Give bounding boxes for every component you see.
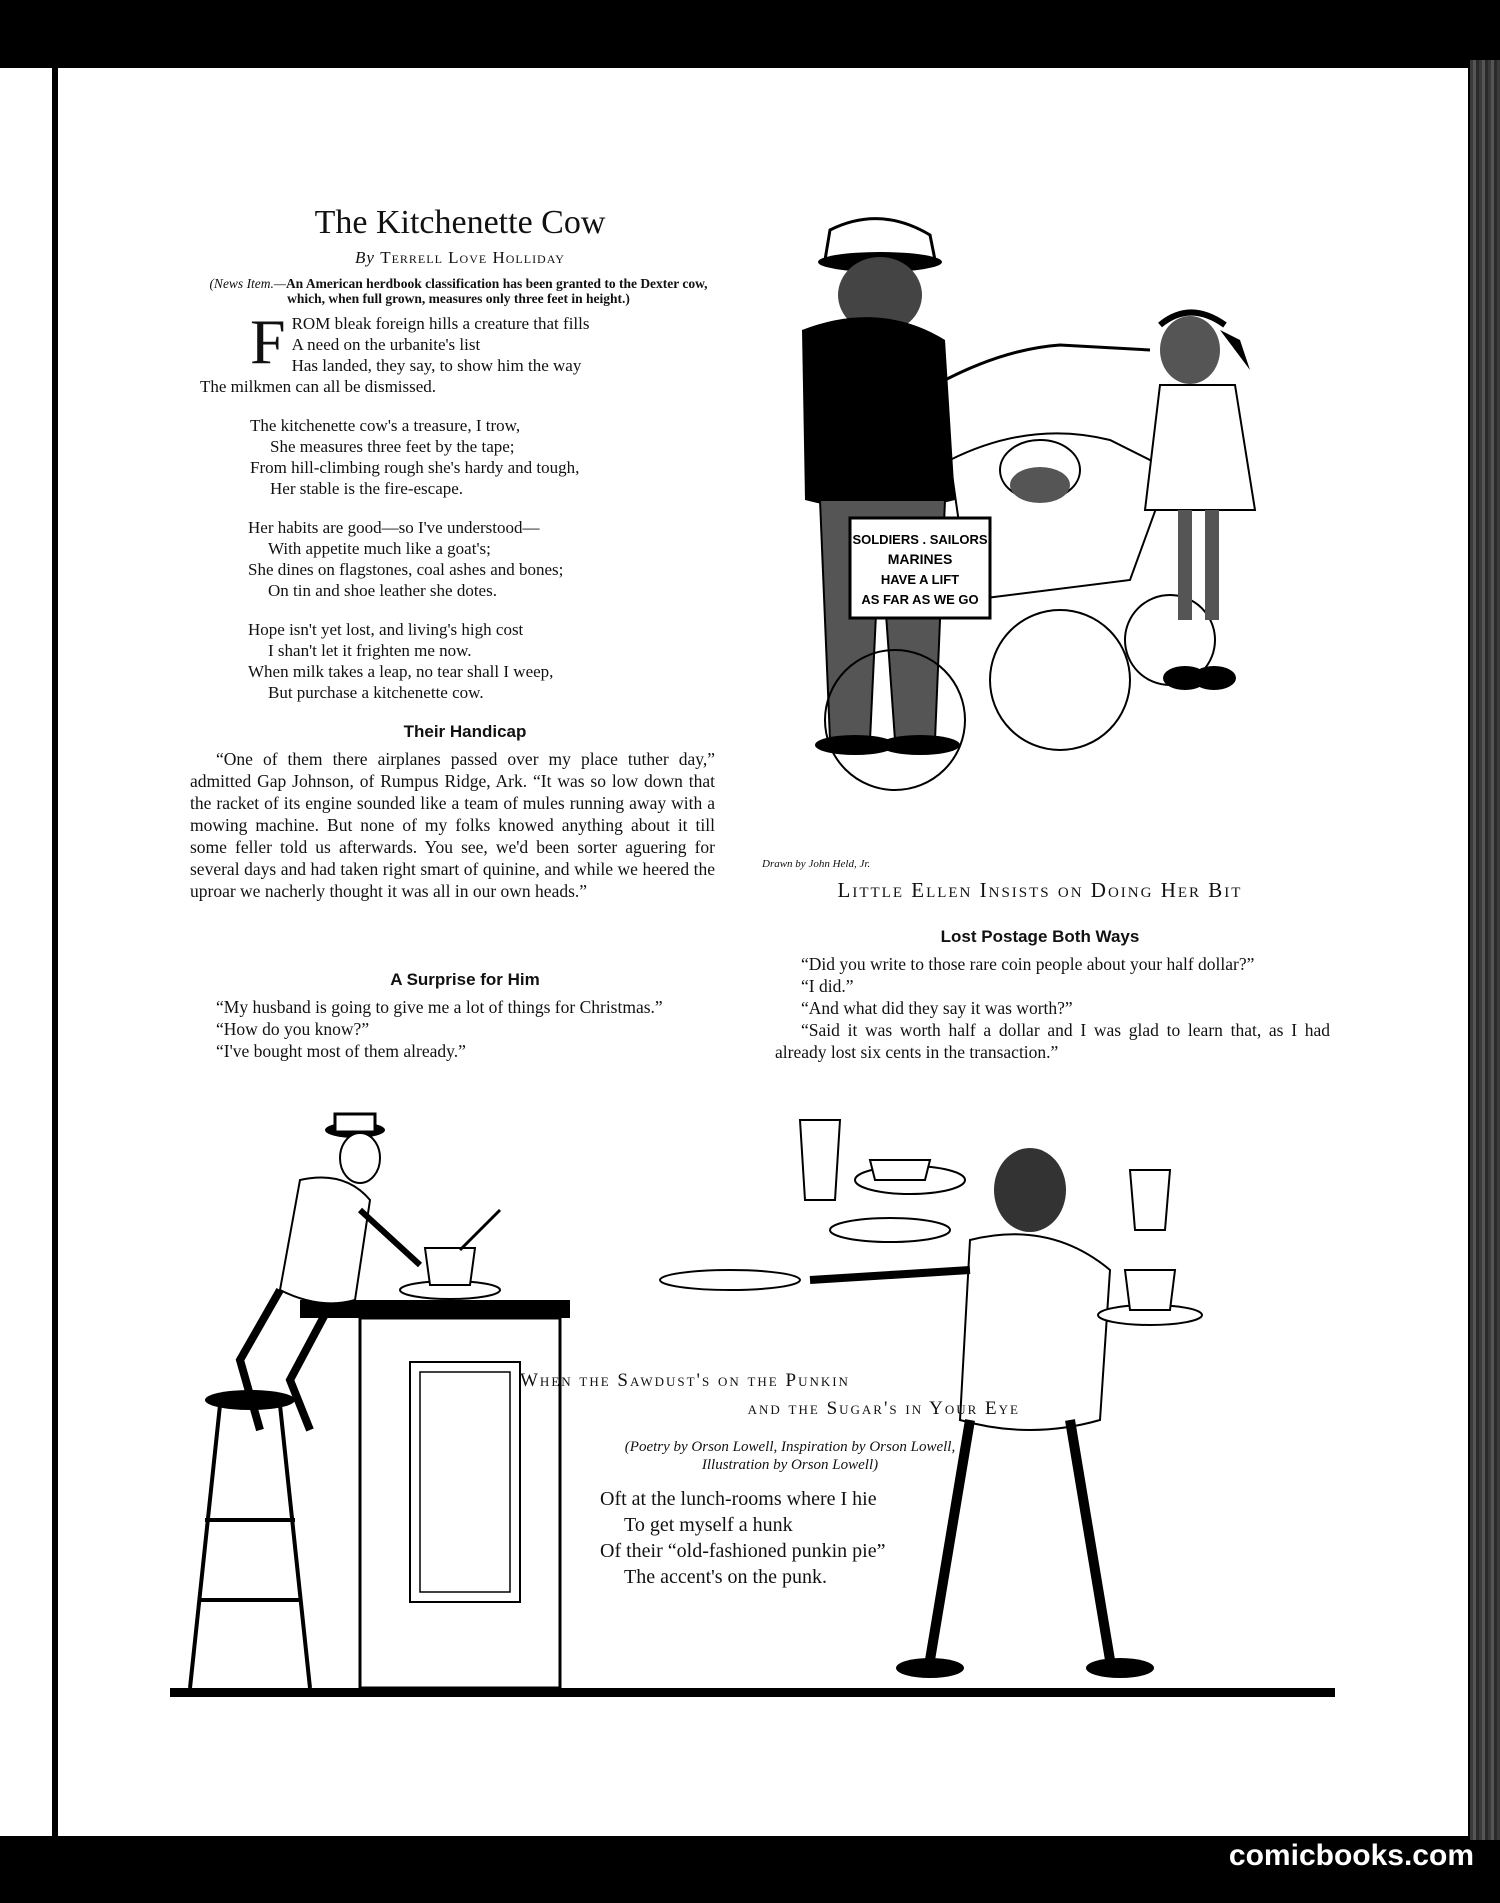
poem-line: Of their “old-fashioned punkin pie” (600, 1540, 886, 1562)
dialogue-line: “And what did they say it was worth?” (801, 998, 1073, 1018)
sawdust-credit (560, 1438, 1020, 1474)
sawdust-title-line2: and the Sugar's in Your Eye (747, 1398, 1020, 1419)
stanza-line: The kitchenette cow's a treasure, I trow, (250, 416, 521, 435)
surprise-heading: A Surprise for Him (390, 970, 540, 989)
sign-line: SOLDIERS . SAILORS (852, 532, 988, 547)
postage-heading: Lost Postage Both Ways (940, 927, 1140, 946)
poem-line: Oft at the lunch-rooms where I hie (600, 1488, 877, 1510)
author-name: Terrell Love Holliday (380, 248, 565, 267)
poem-title: The Kitchenette Cow (314, 204, 606, 241)
stanza-line: ROM bleak foreign hills a creature that fills (291, 314, 590, 333)
cartoon-caption: Little Ellen Insists on Doing Her Bit (837, 878, 1243, 902)
left-page-edge (0, 68, 52, 1836)
byline-prefix: By (355, 248, 375, 267)
site-watermark: comicbooks.com (1228, 1839, 1474, 1872)
stanza-line: She measures three feet by the tape; (270, 437, 515, 456)
stanza-line: A need on the urbanite's list (291, 335, 481, 354)
credit-line: (Poetry by Orson Lowell, Inspiration by Orson Lowell, (624, 1439, 956, 1455)
poem-line: To get myself a hunk (624, 1514, 793, 1536)
news-item (196, 276, 721, 306)
book-spine-edge (1470, 60, 1500, 1840)
sawdust-poem (600, 1486, 1020, 1590)
dialogue-line: “I did.” (801, 976, 854, 996)
drawn-by-credit: Drawn by John Held, Jr. (762, 858, 871, 870)
dialogue-line: “I've bought most of them already.” (216, 1041, 466, 1061)
byline (240, 248, 680, 268)
news-text: An American herdbook classification has been granted to the Dexter cow, which, when full grown, measures only three feet in height.) (285, 276, 708, 306)
surprise-text (190, 996, 745, 1062)
credit-line: Illustration by Orson Lowell) (701, 1457, 879, 1473)
dialogue-line: “Said it was worth half a dollar and I was glad to learn that, as I had already lost six cents in the transaction.” (775, 1020, 1330, 1062)
stanza-line: Her stable is the fire-escape. (270, 479, 464, 498)
held-cartoon-illustration (730, 200, 1330, 860)
stanza-line: The milkmen can all be dismissed. (200, 377, 437, 396)
stanza-line: Her habits are good—so I've understood— (248, 518, 540, 537)
stanza-line: From hill-climbing rough she's hardy and tough, (250, 458, 580, 477)
dialogue-line: “Did you write to those rare coin people about your half dollar?” (801, 954, 1255, 974)
dialogue-line: “My husband is going to give me a lot of things for Christmas.” (216, 997, 663, 1017)
news-label: (News Item.— (209, 276, 286, 291)
poem-line: The accent's on the punk. (624, 1566, 827, 1588)
sign-line: MARINES (887, 551, 953, 567)
sign-line: HAVE A LIFT (880, 572, 960, 587)
stanza-line: She dines on flagstones, coal ashes and bones; (248, 560, 564, 579)
drop-cap: F (250, 306, 286, 377)
stanza-4 (248, 619, 688, 703)
stanza-line: I shan't let it frighten me now. (268, 641, 472, 660)
dialogue-line: “How do you know?” (216, 1019, 370, 1039)
stanza-line: But purchase a kitchenette cow. (268, 683, 484, 702)
stanza-line: When milk takes a leap, no tear shall I weep, (248, 662, 554, 681)
stanza-line: With appetite much like a goat's; (268, 539, 491, 558)
paragraph: “One of them there airplanes passed over my place tuther day,” admitted Gap Johnson, of Rumpus Ridge, Ark. “It was so low down that the racket of its engine sounded like a team of mules running away with a mowing machine. But none of my folks knowed anything about it till some feller told us afterwards. You see, we'd been sorter aguering for several days and had taken right smart of quinine, and while we heered the uproar we nacherly thought it was all in our own heads.” (190, 749, 715, 901)
stanza-3 (248, 517, 688, 601)
handicap-heading: Their Handicap (403, 722, 527, 741)
handicap-text (190, 748, 715, 902)
stanza-line: Hope isn't yet lost, and living's high cost (248, 620, 524, 639)
sign-line: AS FAR AS WE GO (861, 592, 979, 607)
stanza-1 (200, 306, 690, 397)
stanza-line: On tin and shoe leather she dotes. (268, 581, 497, 600)
stanza-line: Has landed, they say, to show him the way (291, 356, 582, 375)
stanza-2 (250, 415, 690, 499)
sawdust-title-line1: When the Sawdust's on the Punkin (520, 1370, 850, 1391)
postage-text (775, 953, 1330, 1063)
